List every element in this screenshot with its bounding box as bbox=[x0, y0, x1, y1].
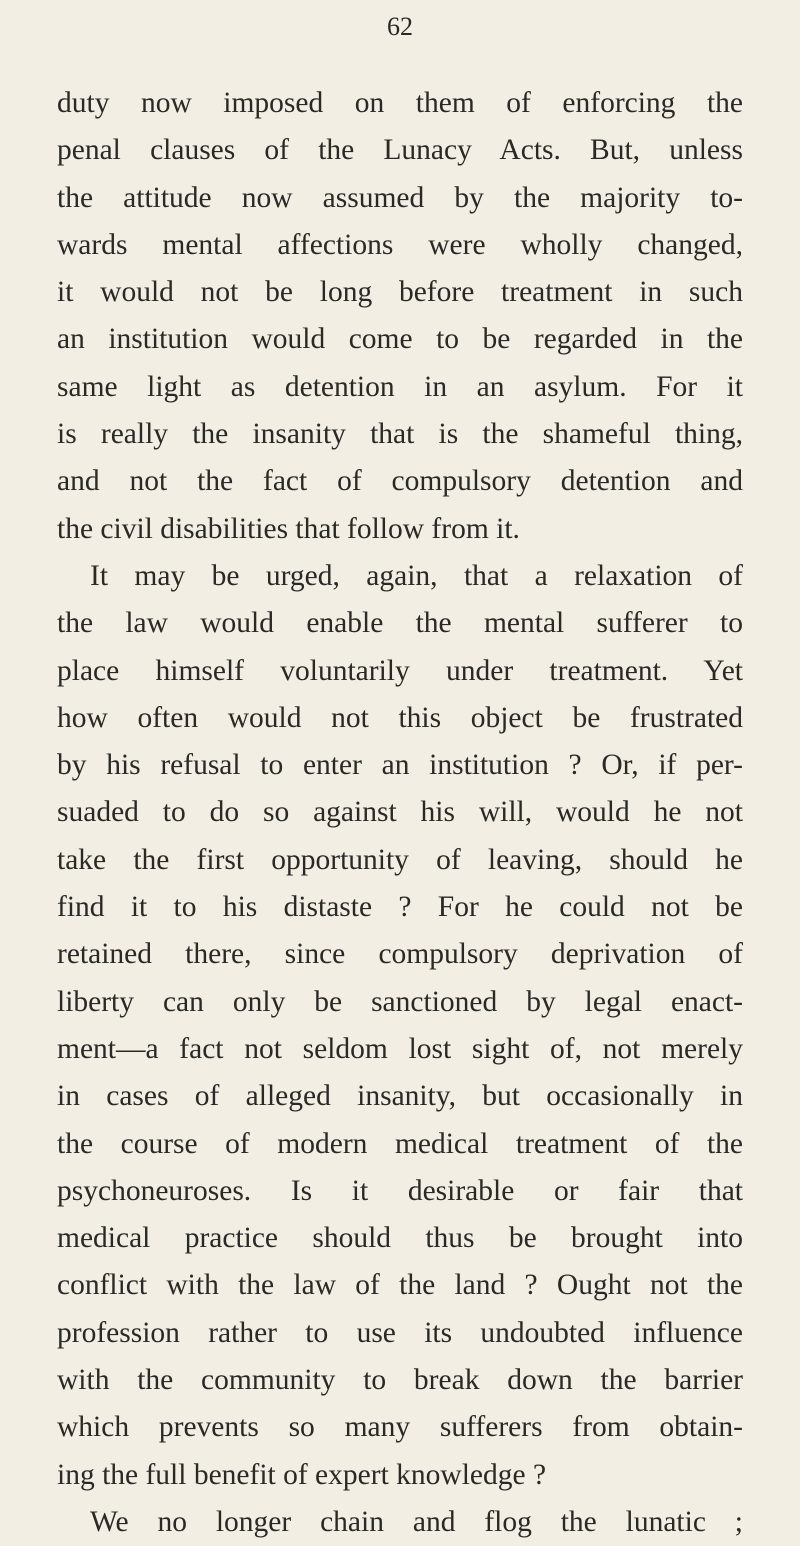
text-line: how often would not this object be frustrated bbox=[57, 701, 743, 734]
text-line: conflict with the law of the land ? Ought not the bbox=[57, 1269, 743, 1302]
text-line: same light as detention in an asylum. For it bbox=[57, 370, 743, 403]
text-line: retained there, since compulsory deprivation of bbox=[57, 938, 743, 971]
text-line: it would not be long before treatment in such bbox=[57, 276, 743, 309]
text-line: the civil disabilities that follow from it. bbox=[57, 512, 520, 545]
text-line: in cases of alleged insanity, but occasionally in bbox=[57, 1080, 743, 1113]
text-line: by his refusal to enter an institution ? Or, if per- bbox=[57, 749, 743, 782]
page-number: 62 bbox=[387, 12, 413, 41]
text-line: liberty can only be sanctioned by legal enact- bbox=[57, 985, 743, 1018]
text-line: the attitude now assumed by the majority to- bbox=[57, 181, 743, 214]
body-text bbox=[57, 80, 743, 1546]
text-line: penal clauses of the Lunacy Acts. But, unless bbox=[57, 134, 743, 167]
text-line: an institution would come to be regarded in the bbox=[57, 323, 743, 356]
text-line: the law would enable the mental sufferer to bbox=[57, 607, 743, 640]
text-line: which prevents so many sufferers from obtain- bbox=[57, 1411, 743, 1444]
text-line: place himself voluntarily under treatment. Yet bbox=[57, 654, 743, 687]
text-line: find it to his distaste ? For he could not be bbox=[57, 891, 743, 924]
text-line: medical practice should thus be brought into bbox=[57, 1222, 743, 1255]
text-line: with the community to break down the barrier bbox=[57, 1364, 743, 1397]
text-line: suaded to do so against his will, would he not bbox=[57, 796, 743, 829]
paragraph-start-line: It may be urged, again, that a relaxation of bbox=[90, 559, 743, 592]
text-line: is really the insanity that is the shameful thing, bbox=[57, 418, 743, 451]
text-line: the course of modern medical treatment of the bbox=[57, 1127, 743, 1160]
text-line: duty now imposed on them of enforcing the bbox=[57, 87, 743, 119]
text-line: and not the fact of compulsory detention and bbox=[57, 465, 743, 498]
text-line: psychoneuroses. Is it desirable or fair that bbox=[57, 1174, 743, 1207]
text-line: profession rather to use its undoubted influence bbox=[57, 1316, 743, 1349]
text-line: ment—a fact not seldom lost sight of, not merely bbox=[57, 1032, 743, 1065]
text-line: wards mental affections were wholly changed, bbox=[57, 228, 743, 261]
text-line: take the first opportunity of leaving, should he bbox=[57, 843, 743, 876]
paragraph-start-line: We no longer chain and flog the lunatic ; bbox=[90, 1505, 743, 1538]
text-line: ing the full benefit of expert knowledge ? bbox=[57, 1458, 547, 1491]
